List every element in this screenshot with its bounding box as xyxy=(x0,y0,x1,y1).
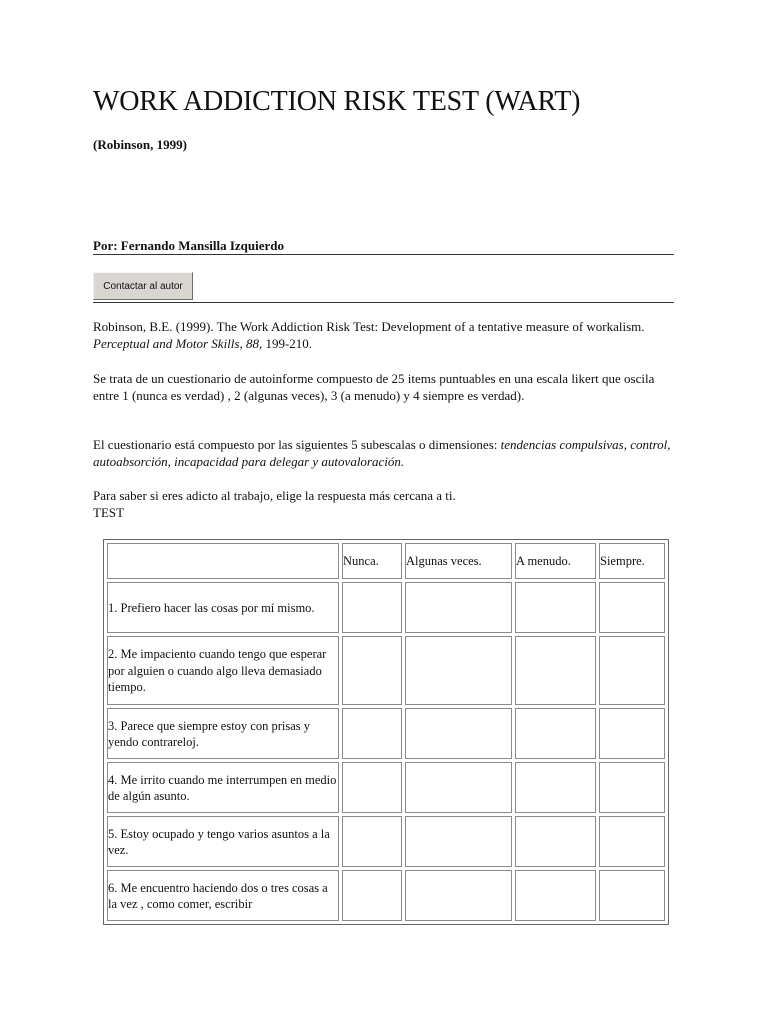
table-row xyxy=(107,582,665,633)
questionnaire-table xyxy=(103,539,669,925)
question-cell: 6. Me encuentro haciendo dos o tres cosas a la vez , como comer, escribir xyxy=(107,870,339,921)
answer-cell-algunas-veces[interactable] xyxy=(405,582,512,633)
table-row xyxy=(107,762,665,813)
instruction-text: Para saber si eres adicto al trabajo, elige la respuesta más cercana a ti. xyxy=(93,488,456,503)
answer-cell-nunca[interactable] xyxy=(342,708,402,759)
table-row xyxy=(107,870,665,921)
answer-cell-algunas-veces[interactable] xyxy=(405,708,512,759)
reference-paragraph xyxy=(93,319,674,352)
answer-cell-siempre[interactable] xyxy=(599,816,665,867)
description-paragraph: Se trata de un cuestionario de autoinforme compuesto de 25 items puntuables en una escala likert que oscila entre 1 (nunca es verdad) , 2 (algunas veces), 3 (a menudo) y 4 siempre es verdad). xyxy=(93,371,655,403)
question-cell: 1. Prefiero hacer las cosas por mí mismo. xyxy=(107,582,339,633)
question-cell: 4. Me irrito cuando me interrumpen en medio de algún asunto. xyxy=(107,762,339,813)
column-header-algunas-veces: Algunas veces. xyxy=(405,543,512,579)
table-row xyxy=(107,708,665,759)
column-header-siempre: Siempre. xyxy=(599,543,665,579)
answer-cell-algunas-veces[interactable] xyxy=(405,636,512,705)
answer-cell-nunca[interactable] xyxy=(342,762,402,813)
answer-cell-nunca[interactable] xyxy=(342,582,402,633)
question-cell: 5. Estoy ocupado y tengo varios asuntos a la vez. xyxy=(107,816,339,867)
answer-cell-nunca[interactable] xyxy=(342,870,402,921)
answer-cell-a-menudo[interactable] xyxy=(515,708,596,759)
answer-cell-siempre[interactable] xyxy=(599,870,665,921)
answer-cell-nunca[interactable] xyxy=(342,816,402,867)
page-title: WORK ADDICTION RISK TEST (WART) xyxy=(93,86,581,117)
answer-cell-a-menudo[interactable] xyxy=(515,816,596,867)
test-label: TEST xyxy=(93,505,125,520)
reference-pages: 199-210. xyxy=(262,335,313,351)
question-cell: 3. Parece que siempre estoy con prisas y yendo contrareloj. xyxy=(107,708,339,759)
divider-bottom xyxy=(93,302,674,303)
answer-cell-siempre[interactable] xyxy=(599,582,665,633)
answer-cell-algunas-veces[interactable] xyxy=(405,816,512,867)
contact-author-button[interactable]: Contactar al autor xyxy=(93,272,193,300)
answer-cell-siempre[interactable] xyxy=(599,708,665,759)
answer-cell-nunca[interactable] xyxy=(342,636,402,705)
author-line: Por: Fernando Mansilla Izquierdo xyxy=(93,238,285,253)
answer-cell-a-menudo[interactable] xyxy=(515,870,596,921)
citation: (Robinson, 1999) xyxy=(93,137,187,152)
reference-journal: Perceptual and Motor Skills, 88, xyxy=(93,335,263,351)
answer-cell-siempre[interactable] xyxy=(599,636,665,705)
table-row xyxy=(107,816,665,867)
answer-cell-a-menudo[interactable] xyxy=(515,582,596,633)
answer-cell-algunas-veces[interactable] xyxy=(405,870,512,921)
divider-top xyxy=(93,254,674,255)
header-empty-cell xyxy=(107,543,339,579)
subscales-paragraph xyxy=(93,437,674,470)
subscales-list: tendencias compulsivas, control, autoabsorción, incapacidad para delegar y autovaloración. xyxy=(93,437,671,469)
column-header-nunca: Nunca. xyxy=(342,543,402,579)
answer-cell-algunas-veces[interactable] xyxy=(405,762,512,813)
table-row xyxy=(107,636,665,705)
column-header-a-menudo: A menudo. xyxy=(515,543,596,579)
answer-cell-siempre[interactable] xyxy=(599,762,665,813)
question-cell: 2. Me impaciento cuando tengo que esperar por alguien o cuando algo lleva demasiado tiempo. xyxy=(107,636,339,705)
answer-cell-a-menudo[interactable] xyxy=(515,762,596,813)
table-header-row xyxy=(107,543,665,579)
subscales-intro: El cuestionario está compuesto por las siguientes 5 subescalas o dimensiones: xyxy=(93,437,501,452)
reference-text: Robinson, B.E. (1999). The Work Addiction Risk Test: Development of a tentative measure of workalism. xyxy=(93,319,645,334)
answer-cell-a-menudo[interactable] xyxy=(515,636,596,705)
